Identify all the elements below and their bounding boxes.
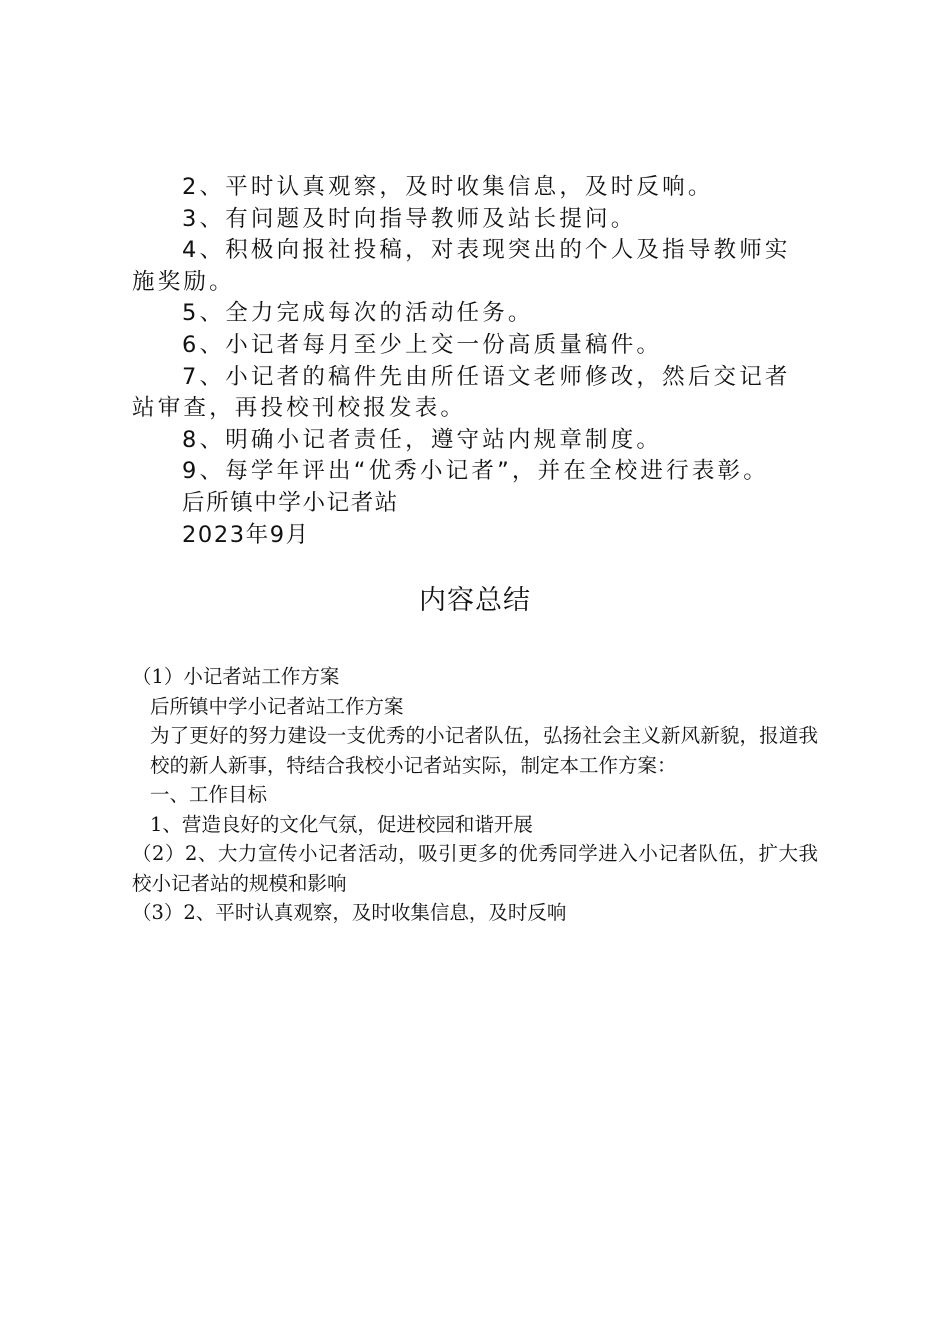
summary-section xyxy=(132,662,818,928)
signature-org: 后所镇中学小记者站 xyxy=(182,489,399,516)
summary-line: （1）小记者站工作方案 xyxy=(132,665,340,688)
rule-item: 2、平时认真观察，及时收集信息，及时反响。 xyxy=(182,174,714,200)
rule-item: 4、积极向报社投稿，对表现突出的个人及指导教师实施奖励。 xyxy=(132,237,791,295)
summary-line: （3）2、平时认真观察，及时收集信息，及时反响 xyxy=(132,901,567,924)
rule-item: 3、有问题及时向指导教师及站长提问。 xyxy=(182,205,637,232)
rule-item: 6、小记者每月至少上交一份高质量稿件。 xyxy=(182,331,663,358)
summary-title: 内容总结 xyxy=(419,585,531,616)
rule-item: 8、明确小记者责任，遵守站内规章制度。 xyxy=(182,426,663,453)
summary-line: （2）2、大力宣传小记者活动，吸引更多的优秀同学进入小记者队伍，扩大我校小记者站的规模和影响 xyxy=(132,842,818,895)
rule-item: 9、每学年评出“优秀小记者”，并在全校进行表彰。 xyxy=(182,458,769,485)
summary-line: 后所镇中学小记者站工作方案 xyxy=(150,694,404,718)
rule-item: 7、小记者的稿件先由所任语文老师修改，然后交记者站审查，再投校刊校报发表。 xyxy=(132,363,791,422)
rule-item: 5、全力完成每次的活动任务。 xyxy=(182,300,534,327)
summary-line: 为了更好的努力建设一支优秀的小记者队伍，弘扬社会主义新风新貌，报道我校的新人新事，特结合我校小记者站实际，制定本工作方案： xyxy=(150,724,818,777)
signature-date: 2023年9月 xyxy=(182,521,310,548)
summary-line: 1、营造良好的文化气氛，促进校园和谐开展 xyxy=(150,812,533,836)
summary-line: 一、工作目标 xyxy=(150,783,268,806)
rules-section xyxy=(132,172,812,551)
